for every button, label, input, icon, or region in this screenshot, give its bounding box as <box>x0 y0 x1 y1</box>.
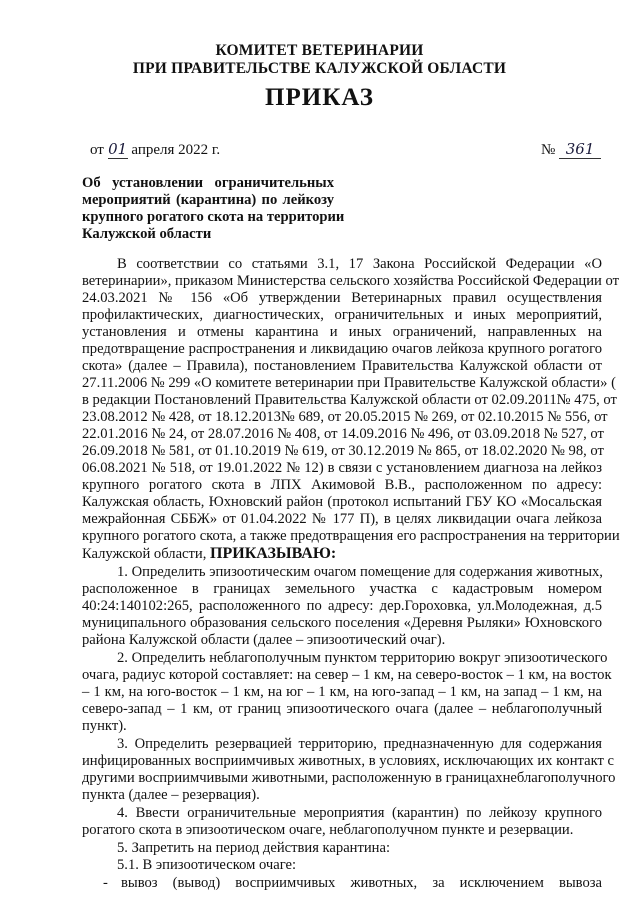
committee-name-line2: ПРИ ПРАВИТЕЛЬСТВЕ КАЛУЖСКОЙ ОБЛАСТИ <box>132 60 507 77</box>
document-date <box>90 140 220 159</box>
preamble-line: 06.08.2021 № 518, от 19.01.2022 № 12) в связи с установлением диагноза на лейкоз <box>82 460 602 476</box>
document-number <box>541 140 601 159</box>
preamble-line: крупного рогатого скота в ЛПХ Акимовой В.В., расположенном по адресу: <box>82 477 602 493</box>
paragraph-2-line: северо-запад – 1 км, от границ эпизоотического очага (далее – неблагополучный <box>82 701 602 717</box>
paragraph-3-line: пункта (далее – резервация). <box>82 787 260 803</box>
preamble-line: в редакции Постановлений Правительства Калужской области от 02.09.2011№ 475, от <box>82 392 617 408</box>
paragraph-3-line: инфицированных восприимчивых животных, в условиях, исключающих их контакт с <box>82 753 614 769</box>
number-value-handwritten: 361 <box>559 140 601 159</box>
paragraph-1-line: расположенное в границах земельного участка с кадастровым номером <box>82 581 602 597</box>
paragraph-5-1: 5.1. В эпизоотическом очаге: <box>117 857 297 873</box>
preamble-line: ветеринарии», приказом Министерства сельского хозяйства Российской Федерации от <box>82 273 619 289</box>
paragraph-2-line: пункт). <box>82 718 127 734</box>
committee-name-line1: КОМИТЕТ ВЕТЕРИНАРИИ <box>215 42 424 59</box>
preamble-line: межрайонная СББЖ» от 01.04.2022 № 177 П), в целях ликвидации очага лейкоза <box>82 511 602 527</box>
subject-line: крупного рогатого скота на территории <box>82 209 345 225</box>
preamble-line: Калужская область, Юхновский район (протокол испытаний ГБУ КО «Мосальская <box>82 494 602 510</box>
preamble-line: 22.01.2016 № 24, от 28.07.2016 № 408, от 14.09.2016 № 496, от 03.09.2018 № 527, от <box>82 426 604 442</box>
number-label: № <box>541 142 556 158</box>
date-rest: апреля 2022 г. <box>131 142 221 158</box>
preamble-line: 27.11.2006 № 299 «О комитете ветеринарии при Правительстве Калужской области» ( <box>82 375 616 391</box>
paragraph-2-line: очага, радиус которой составляет: на север – 1 км, на северо-восток – 1 км, на восток <box>82 667 612 683</box>
subject-line: Калужской области <box>82 226 212 242</box>
paragraph-5: 5. Запретить на период действия карантина: <box>117 840 391 856</box>
preamble-line: 24.03.2021 № 156 «Об утверждении Ветеринарных правил осуществления <box>82 290 602 306</box>
preamble-line: 26.09.2018 № 581, от 01.10.2019 № 619, от 30.12.2019 № 865, от 18.02.2020 № 98, от <box>82 443 604 459</box>
date-day-handwritten: 01 <box>108 140 128 158</box>
preamble-line: профилактических, диагностических, ограничительных и иных мероприятий, <box>82 307 602 323</box>
preamble-line: 23.08.2012 № 428, от 18.12.2013№ 689, от 20.05.2015 № 269, от 02.10.2015 № 556, от <box>82 409 608 425</box>
paragraph-4-line: 4. Ввести ограничительные мероприятия (карантин) по лейкозу крупного <box>117 805 602 821</box>
preamble-line: В соответствии со статьями 3.1, 17 Закона Российской Федерации «О <box>117 256 602 272</box>
preamble-line: предотвращение распространения и ликвидацию очагов лейкоза крупного рогатого <box>82 341 602 357</box>
paragraph-3-line: 3. Определить резервацией территорию, предназначенную для содержания <box>117 736 602 752</box>
preamble-line: крупного рогатого скота, а также предотвращения его распространения на территории <box>82 528 620 544</box>
subject-line: Об установлении ограничительных <box>82 175 334 191</box>
preamble-line: установления и отмены карантина и иных ограничений, направленных на <box>82 324 602 340</box>
paragraph-1-line: муниципального образования сельского поселения «Деревня Рыляки» Юхновского <box>82 615 602 631</box>
paragraph-1-line: района Калужской области (далее – эпизоотический очаг). <box>82 632 446 648</box>
paragraph-2-line: – 1 км, на юго-восток – 1 км, на юг – 1 км, на юго-запад – 1 км, на запад – 1 км, на <box>82 684 602 700</box>
subject-line: мероприятий (карантина) по лейкозу <box>82 192 334 208</box>
paragraph-4-line: рогатого скота в эпизоотическом очаге, неблагополучном пункте и резервации. <box>82 822 574 838</box>
order-prefix: Калужской области, <box>82 546 207 562</box>
paragraph-3-line: другими восприимчивыми животными, расположенную в границахнеблагополучного <box>82 770 616 786</box>
bullet-dash: - <box>103 875 108 891</box>
date-prefix: от <box>90 142 104 158</box>
paragraph-1-line: 1. Определить эпизоотическим очагом помещение для содержания животных, <box>117 564 603 580</box>
paragraph-1-line: 40:24:140102:265, расположенного по адресу: дер.Гороховка, ул.Молодежная, д.5 <box>82 598 602 614</box>
bullet-text: вывоз (вывод) восприимчивых животных, за исключением вывоза <box>121 875 602 891</box>
order-line <box>82 545 602 563</box>
paragraph-2-line: 2. Определить неблагополучным пунктом территорию вокруг эпизоотического <box>117 650 608 666</box>
order-word: ПРИКАЗЫВАЮ: <box>210 545 337 562</box>
preamble-line: скота» (далее – Правила), постановлением Правительства Калужской области от <box>82 358 602 374</box>
document-type-title: ПРИКАЗ <box>265 84 374 111</box>
